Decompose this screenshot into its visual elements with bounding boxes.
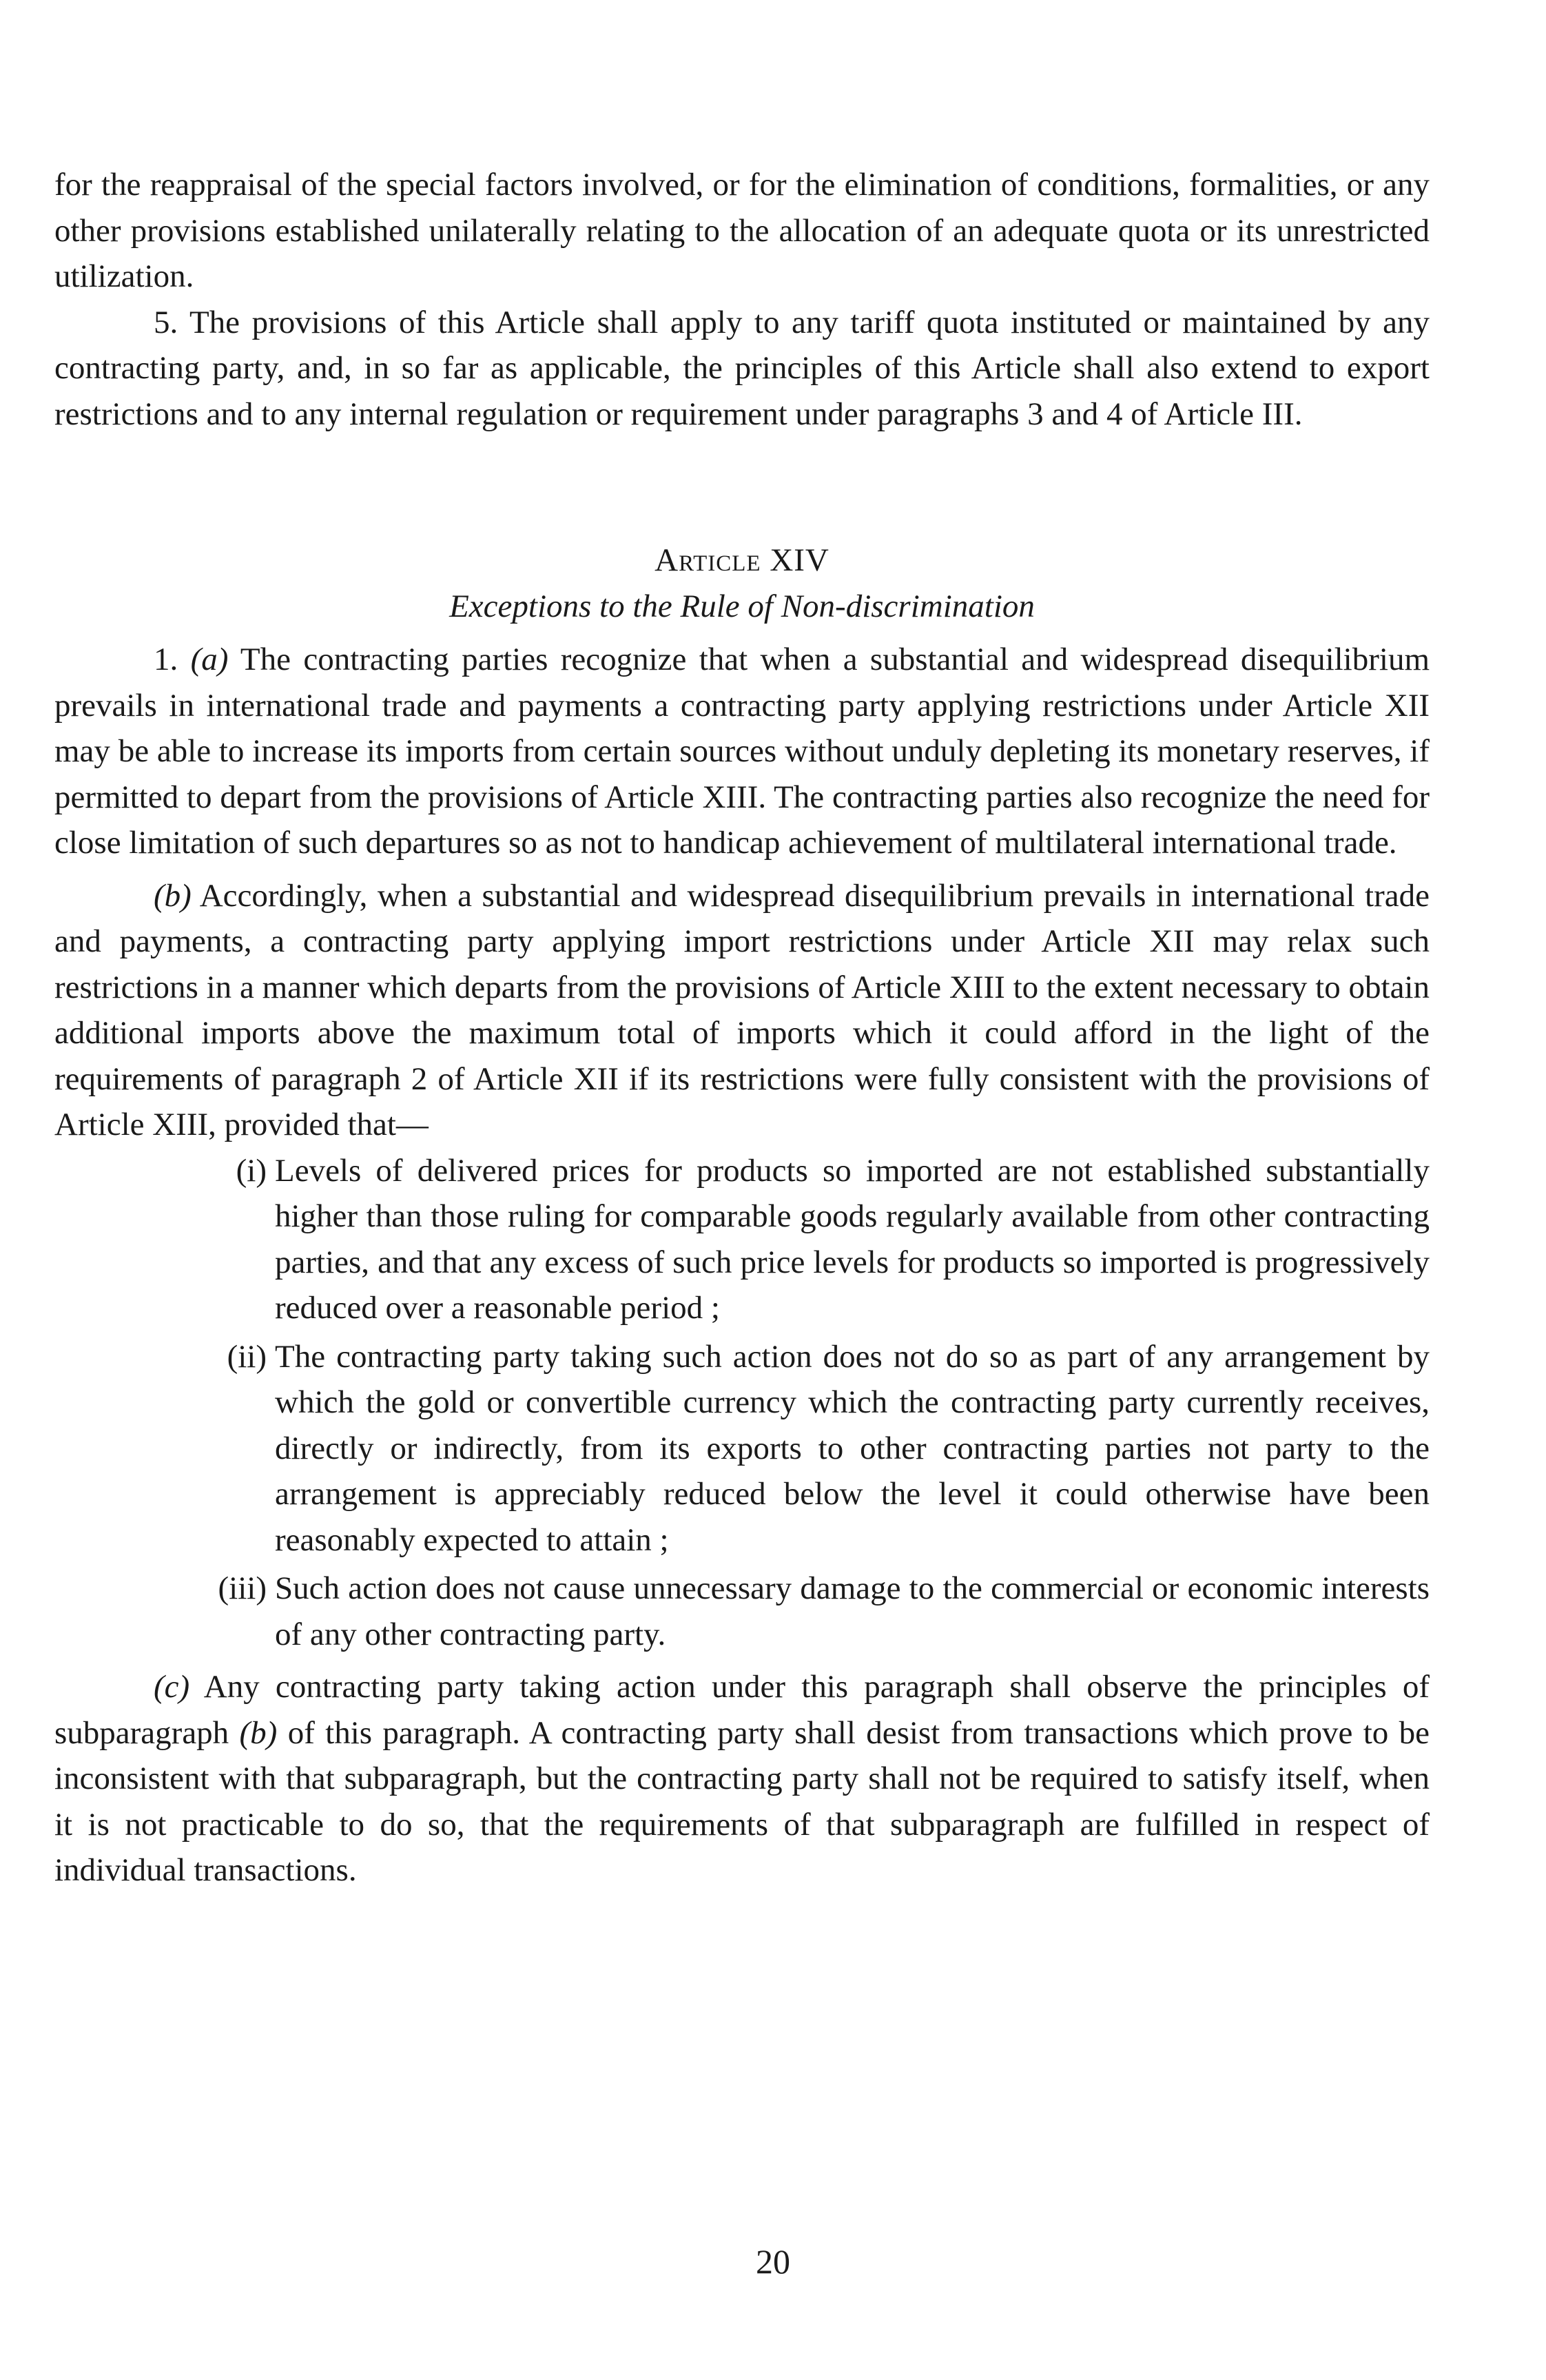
paragraph-1b: [54, 873, 1430, 1148]
list-item-text: Levels of delivered prices for products so imported are not established substantially higher than those ruling for comparable goods regularly available from other contracting parties, and that any excess of such price levels for products so imported is progressively reduced over a reasonable period ;: [275, 1152, 1430, 1326]
list-marker: (ii): [227, 1338, 267, 1375]
list-item-ii: [54, 1334, 1430, 1563]
list-marker: (i): [236, 1152, 267, 1189]
article-heading: [54, 537, 1430, 629]
paragraph-5: 5. The provisions of this Article shall apply to any tariff quota instituted or maintained by any contracting party, and, in so far as applicable, the principles of this Article shall also extend to export restrictions and to any internal regulation or requirement under paragraphs 3 and 4 of Article III.: [54, 304, 1430, 432]
paragraph-1a: [54, 637, 1430, 866]
article-body: [54, 637, 1430, 1894]
subparagraph-b-letter: (b): [154, 877, 192, 914]
list-item-iii: [54, 1566, 1430, 1657]
list-item-text: The contracting party taking such action does not do so as part of any arrangement by which the gold or convertible currency which the contracting party currently receives, directly or indirectly, from its exports to other contracting parties not party to the arrangement is appreciably reduced below the level it could otherwise have been reasonably expected to attain ;: [275, 1338, 1430, 1558]
paragraph-1c: [54, 1664, 1430, 1894]
subparagraph-a-letter: (a): [190, 642, 229, 677]
list-marker: (iii): [218, 1570, 267, 1606]
paragraph-1b-text: Accordingly, when a substantial and widespread disequilibrium prevails in international trade and payments, a contracting party applying import restrictions under Article XII may relax such restrictions in a manner which departs from the provisions of Article XIII to the extent necessary to obtain additional imports above the maximum total of imports which it could afford in the light of the requirements of paragraph 2 of Article XII if its restrictions were fully consistent with the provisions of Article XIII, provided that—: [54, 877, 1430, 1142]
page-number: 20: [756, 2242, 790, 2281]
paragraph-1a-text: The contracting parties recognize that when a substantial and widespread disequilibrium prevails in international trade and payments a contracting party applying restrictions under Article XII may be able to increase its imports from certain sources without unduly depleting its monetary reserves, if permitted to depart from the provisions of Article XIII. The contracting parties also recognize the need for close limitation of such departures so as not to handicap achievement of multilateral international trade.: [54, 642, 1430, 861]
article-title: Article XIV: [655, 542, 829, 578]
article-subtitle: Exceptions to the Rule of Non-discrimination: [449, 588, 1035, 624]
paragraph-1c-text-part-2: of this paragraph. A contracting party shall desist from transactions which prove to be inconsistent with that subparagraph, but the contracting party shall not be required to satisfy itself, when it is not practicable to do so, that the requirements of that subparagraph are fulfilled in respect of individual transactions.: [54, 1714, 1430, 1888]
paragraph-1c-text-part-1: Any contracting party taking action under this paragraph shall observe the principles of subparagraph: [54, 1669, 1430, 1751]
continuation-paragraph: for the reappraisal of the special factors involved, or for the elimination of conditions, formalities, or any other provisions established unilaterally relating to the allocation of an adequate quota or its unrestricted utilization.: [54, 167, 1430, 294]
paragraph-1-number: 1.: [154, 642, 178, 677]
list-item-text: Such action does not cause unnecessary damage to the commercial or economic interests of any other contracting party.: [275, 1570, 1430, 1652]
main-text: [54, 162, 1430, 437]
subparagraph-reference: (b): [239, 1714, 278, 1751]
list-item-i: [54, 1148, 1430, 1331]
subparagraph-c-letter: (c): [154, 1669, 190, 1705]
